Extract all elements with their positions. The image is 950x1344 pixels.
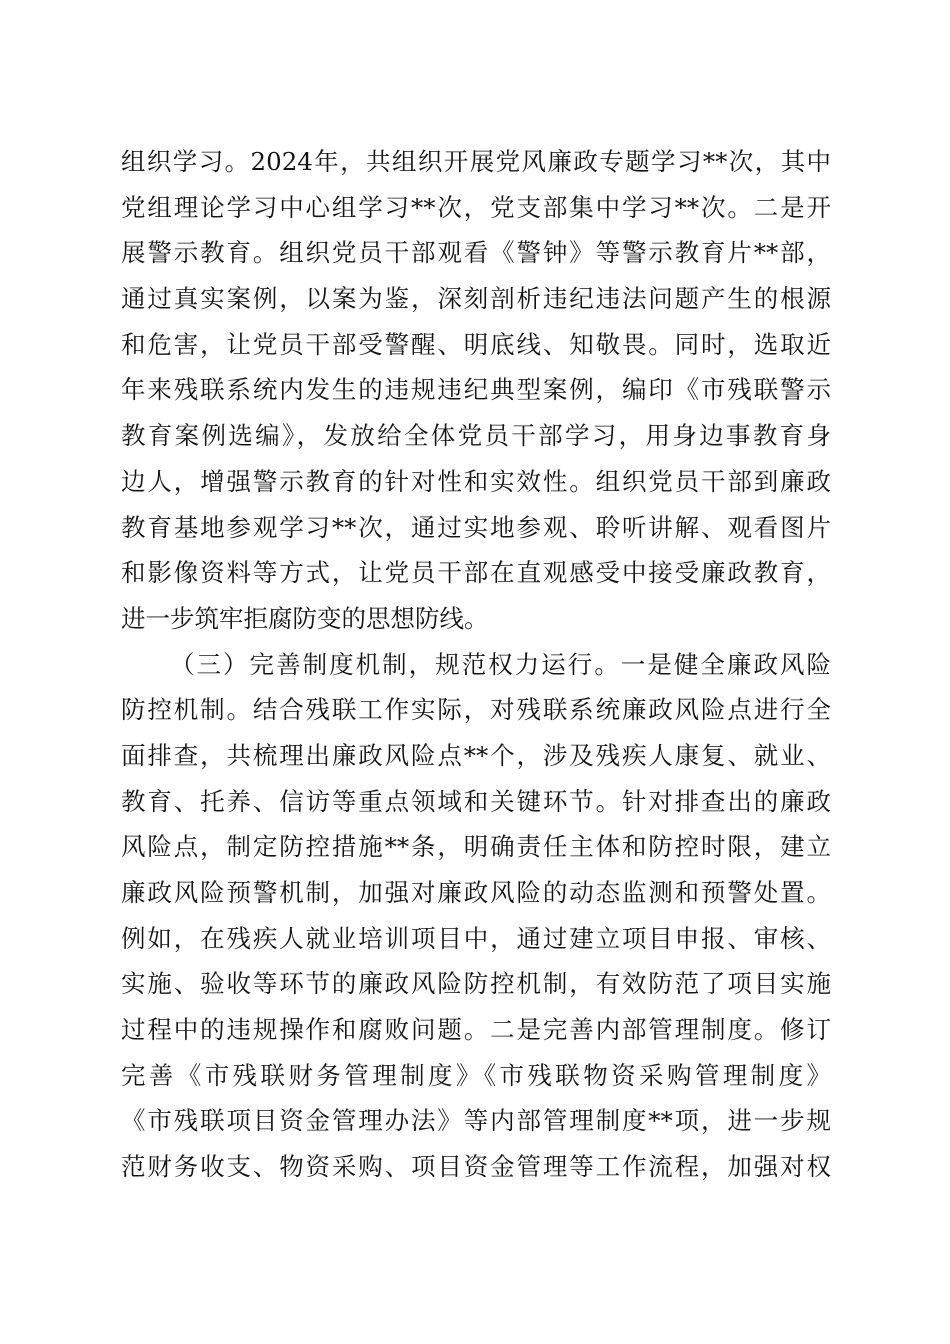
text-line: 教育基地参观学习**次，通过实地参观、聆听讲解、观看图片	[121, 512, 831, 542]
text-line: 党组理论学习中心组学习**次，党支部集中学习**次。二是开	[121, 192, 831, 222]
text-line: 《市残联项目资金管理办法》等内部管理制度**项，进一步规	[121, 1106, 831, 1136]
text-line: 面排查，共梳理出廉政风险点**个，涉及残疾人康复、就业、	[121, 740, 831, 770]
text-line: 年来残联系统内发生的违规违纪典型案例，编印《市残联警示	[121, 375, 831, 405]
text-line: 和危害，让党员干部受警醒、明底线、知敬畏。同时，选取近	[121, 329, 831, 359]
text-line: 范财务收支、物资采购、项目资金管理等工作流程，加强对权	[121, 1152, 831, 1182]
text-line: 展警示教育。组织党员干部观看《警钟》等警示教育片**部，	[121, 238, 831, 268]
text-line: 例如，在残疾人就业培训项目中，通过建立项目申报、审核、	[121, 923, 831, 953]
body-text	[121, 139, 831, 1190]
text-line: 教育案例选编》，发放给全体党员干部学习，用身边事教育身	[121, 421, 831, 451]
text-line: 实施、验收等环节的廉政风险防控机制，有效防范了项目实施	[121, 969, 831, 999]
text-line: 通过真实案例，以案为鉴，深刻剖析违纪违法问题产生的根源	[121, 284, 831, 314]
text-line: 教育、托养、信访等重点领域和关键环节。针对排查出的廉政	[121, 786, 831, 816]
text-line: 进一步筑牢拒腐防变的思想防线。	[121, 603, 489, 633]
text-line: 过程中的违规操作和腐败问题。二是完善内部管理制度。修订	[121, 1015, 831, 1045]
section-heading-line: （三）完善制度机制，规范权力运行。一是健全廉政风险	[170, 649, 831, 679]
text-line: 完善《市残联财务管理制度》《市残联物资采购管理制度》	[121, 1060, 831, 1090]
text-line: 风险点，制定防控措施**条，明确责任主体和防控时限，建立	[121, 832, 831, 862]
text-line: 和影像资料等方式，让党员干部在直观感受中接受廉政教育，	[121, 558, 831, 588]
text-line: 廉政风险预警机制，加强对廉政风险的动态监测和预警处置。	[121, 878, 831, 907]
text-line: 边人，增强警示教育的针对性和实效性。组织党员干部到廉政	[121, 466, 831, 496]
text-line: 组织学习。2024年，共组织开展党风廉政专题学习**次，其中	[121, 147, 831, 176]
text-line: 防控机制。结合残联工作实际，对残联系统廉政风险点进行全	[121, 695, 831, 725]
